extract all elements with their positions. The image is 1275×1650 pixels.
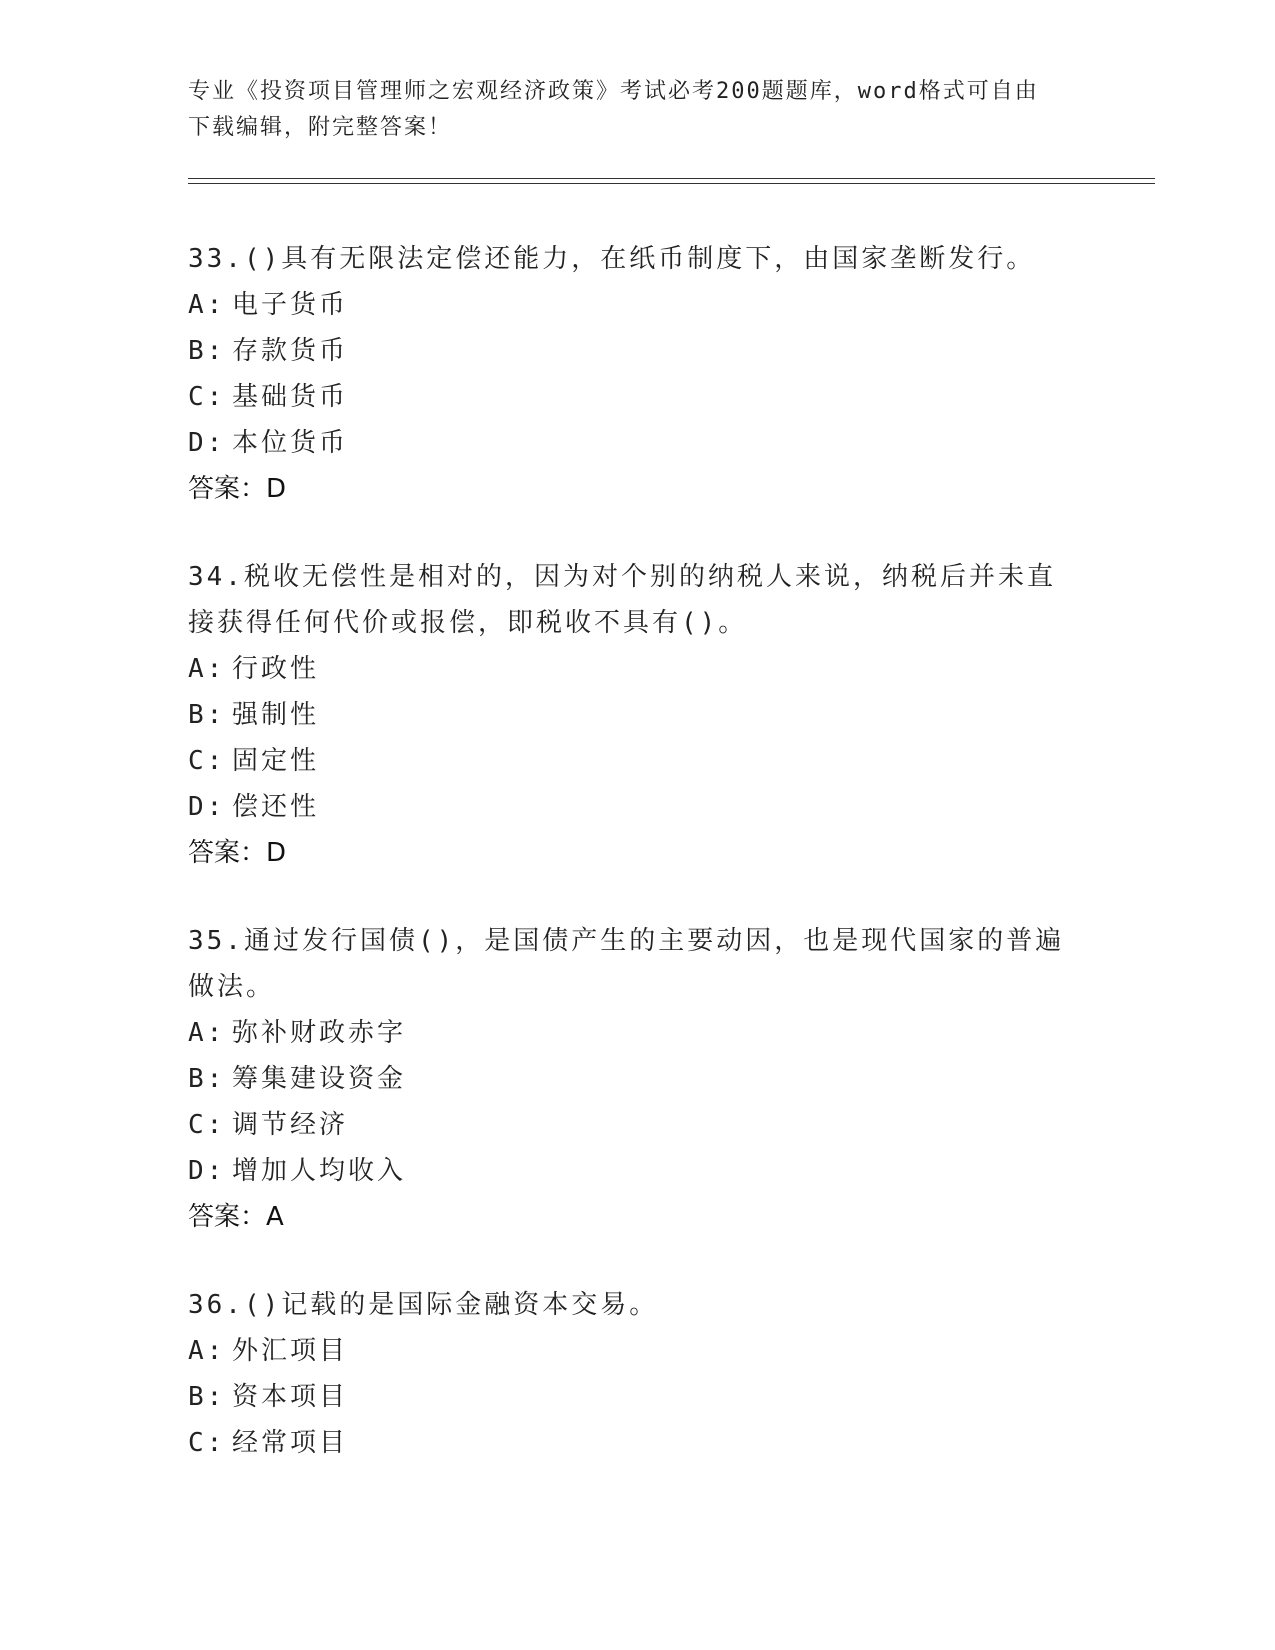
option-key: D:: [188, 428, 226, 458]
option-text: 调节经济: [232, 1110, 349, 1140]
answer-line: 答案：D: [188, 838, 287, 868]
question-35: [188, 918, 1088, 1240]
option-text: 固定性: [232, 746, 320, 776]
option-b: [188, 1374, 1088, 1420]
option-key: C:: [188, 746, 226, 776]
question-stem: 36.()记载的是国际金融资本交易。: [188, 1290, 659, 1320]
option-text: 基础货币: [232, 382, 349, 412]
option-b: [188, 1056, 1088, 1102]
option-key: D:: [188, 1156, 226, 1186]
option-key: C:: [188, 382, 226, 412]
question-34: [188, 554, 1088, 876]
option-key: B:: [188, 1382, 226, 1412]
option-text: 资本项目: [232, 1382, 349, 1412]
option-text: 电子货币: [232, 290, 349, 320]
option-d: [188, 784, 1088, 830]
option-b: [188, 328, 1088, 374]
answer-line: 答案：D: [188, 474, 287, 504]
option-text: 增加人均收入: [232, 1156, 407, 1186]
option-key: B:: [188, 336, 226, 366]
option-text: 弥补财政赤字: [232, 1018, 407, 1048]
rule-line-bottom: [188, 183, 1155, 184]
option-c: [188, 738, 1088, 784]
option-text: 筹集建设资金: [232, 1064, 407, 1094]
option-c: [188, 374, 1088, 420]
question-stem: 35.通过发行国债()，是国债产生的主要动因，也是现代国家的普遍做法。: [188, 926, 1065, 1002]
answer-line: 答案：A: [188, 1202, 284, 1232]
rule-line-top: [188, 178, 1155, 179]
option-key: A:: [188, 1336, 226, 1366]
option-text: 存款货币: [232, 336, 349, 366]
option-text: 偿还性: [232, 792, 320, 822]
option-d: [188, 420, 1088, 466]
option-key: B:: [188, 1064, 226, 1094]
option-c: [188, 1102, 1088, 1148]
header-line-2: 下载编辑，附完整答案！: [188, 115, 453, 140]
option-a: [188, 1010, 1088, 1056]
option-b: [188, 692, 1088, 738]
option-key: A:: [188, 290, 226, 320]
option-key: C:: [188, 1110, 226, 1140]
option-a: [188, 1328, 1088, 1374]
option-text: 经常项目: [232, 1428, 349, 1458]
question-list: [188, 236, 1088, 1508]
option-a: [188, 282, 1088, 328]
option-key: B:: [188, 700, 226, 730]
option-c: [188, 1420, 1088, 1466]
question-stem: 33.()具有无限法定偿还能力，在纸币制度下，由国家垄断发行。: [188, 244, 1036, 274]
option-key: C:: [188, 1428, 226, 1458]
option-text: 强制性: [232, 700, 320, 730]
option-a: [188, 646, 1088, 692]
document-header: [188, 74, 1088, 146]
question-33: [188, 236, 1088, 512]
header-line-1: 专业《投资项目管理师之宏观经济政策》考试必考200题题库，word格式可自由: [188, 79, 1039, 104]
question-stem: 34.税收无偿性是相对的，因为对个别的纳税人来说，纳税后并未直接获得任何代价或报偿，即税收不具有()。: [188, 562, 1056, 638]
option-d: [188, 1148, 1088, 1194]
option-key: A:: [188, 654, 226, 684]
option-text: 外汇项目: [232, 1336, 349, 1366]
header-double-rule: [188, 178, 1155, 184]
option-key: D:: [188, 792, 226, 822]
option-text: 行政性: [232, 654, 320, 684]
option-key: A:: [188, 1018, 226, 1048]
question-36: [188, 1282, 1088, 1466]
option-text: 本位货币: [232, 428, 349, 458]
